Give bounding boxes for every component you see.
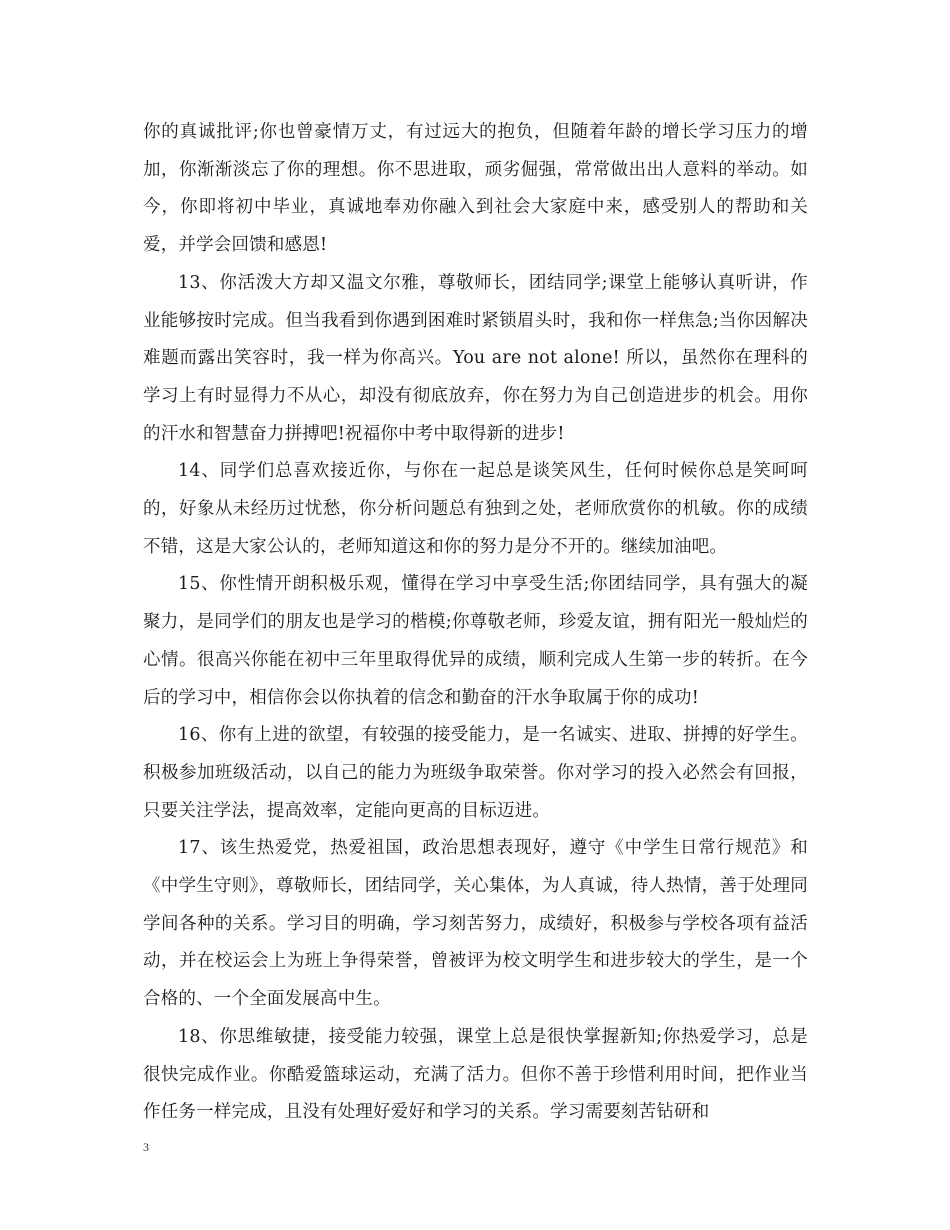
body-text xyxy=(143,114,808,1132)
paragraph-18: 18、你思维敏捷，接受能力较强，课堂上总是很快掌握新知;你热爱学习，总是很快完成作业。你酷爱篮球运动，充满了活力。但你不善于珍惜利用时间，把作业当作任务一样完成，且没有处理好爱好和学习的关系。学习需要刻苦钻研和 xyxy=(143,1026,808,1123)
page-number: 3 xyxy=(143,1140,149,1154)
paragraph-17: 17、该生热爱党，热爱祖国，政治思想表现好，遵守《中学生日常行规范》和《中学生守则》，尊敬师长，团结同学，关心集体，为人真诚，待人热情，善于处理同学间各种的关系。学习目的明确，学习刻苦努力，成绩好，积极参与学校各项有益活动，并在校运会上为班上争得荣誉，曾被评为校文明学生和进步较大的学生，是一个合格的、一个全面发展高中生。 xyxy=(143,838,808,1010)
paragraph-16: 16、你有上进的欲望，有较强的接受能力，是一名诚实、进取、拼搏的好学生。积极参加班级活动，以自己的能力为班级争取荣誉。你对学习的投入必然会有回报，只要关注学法，提高效率，定能向更高的目标迈进。 xyxy=(143,725,808,821)
paragraph-continued: 你的真诚批评;你也曾豪情万丈，有过远大的抱负，但随着年龄的增长学习压力的增加，你渐渐淡忘了你的理想。你不思进取，顽劣倔强，常常做出出人意料的举动。如今，你即将初中毕业，真诚地奉劝你融入到社会大家庭中来，感受别人的帮助和关爱，并学会回馈和感恩! xyxy=(143,122,808,256)
paragraph-14: 14、同学们总喜欢接近你，与你在一起总是谈笑风生，任何时候你总是笑呵呵的，好象从未经历过忧愁，你分析问题总有独到之处，老师欣赏你的机敏。你的成绩不错，这是大家公认的，老师知道这和你的努力是分不开的。继续加油吧。 xyxy=(143,461,808,557)
paragraph-13: 13、你活泼大方却又温文尔雅，尊敬师长，团结同学;课堂上能够认真听讲，作业能够按时完成。但当我看到你遇到困难时紧锁眉头时，我和你一样焦急;当你因解决难题而露出笑容时，我一样为你高兴。You are not alone! 所以，虽然你在理科的学习上有时显得力不从心，却没有彻底放弃，你在努力为自己创造进步的机会。用你的汗水和智慧奋力拼搏吧!祝福你中考中取得新的进步! xyxy=(143,272,808,444)
paragraph-15: 15、你性情开朗积极乐观，懂得在学习中享受生活;你团结同学，具有强大的凝聚力，是同学们的朋友也是学习的楷模;你尊敬老师，珍爱友谊，拥有阳光一般灿烂的心情。很高兴你能在初中三年里取得优异的成绩，顺利完成人生第一步的转折。在今后的学习中，相信你会以你执着的信念和勤奋的汗水争取属于你的成功! xyxy=(143,574,808,708)
